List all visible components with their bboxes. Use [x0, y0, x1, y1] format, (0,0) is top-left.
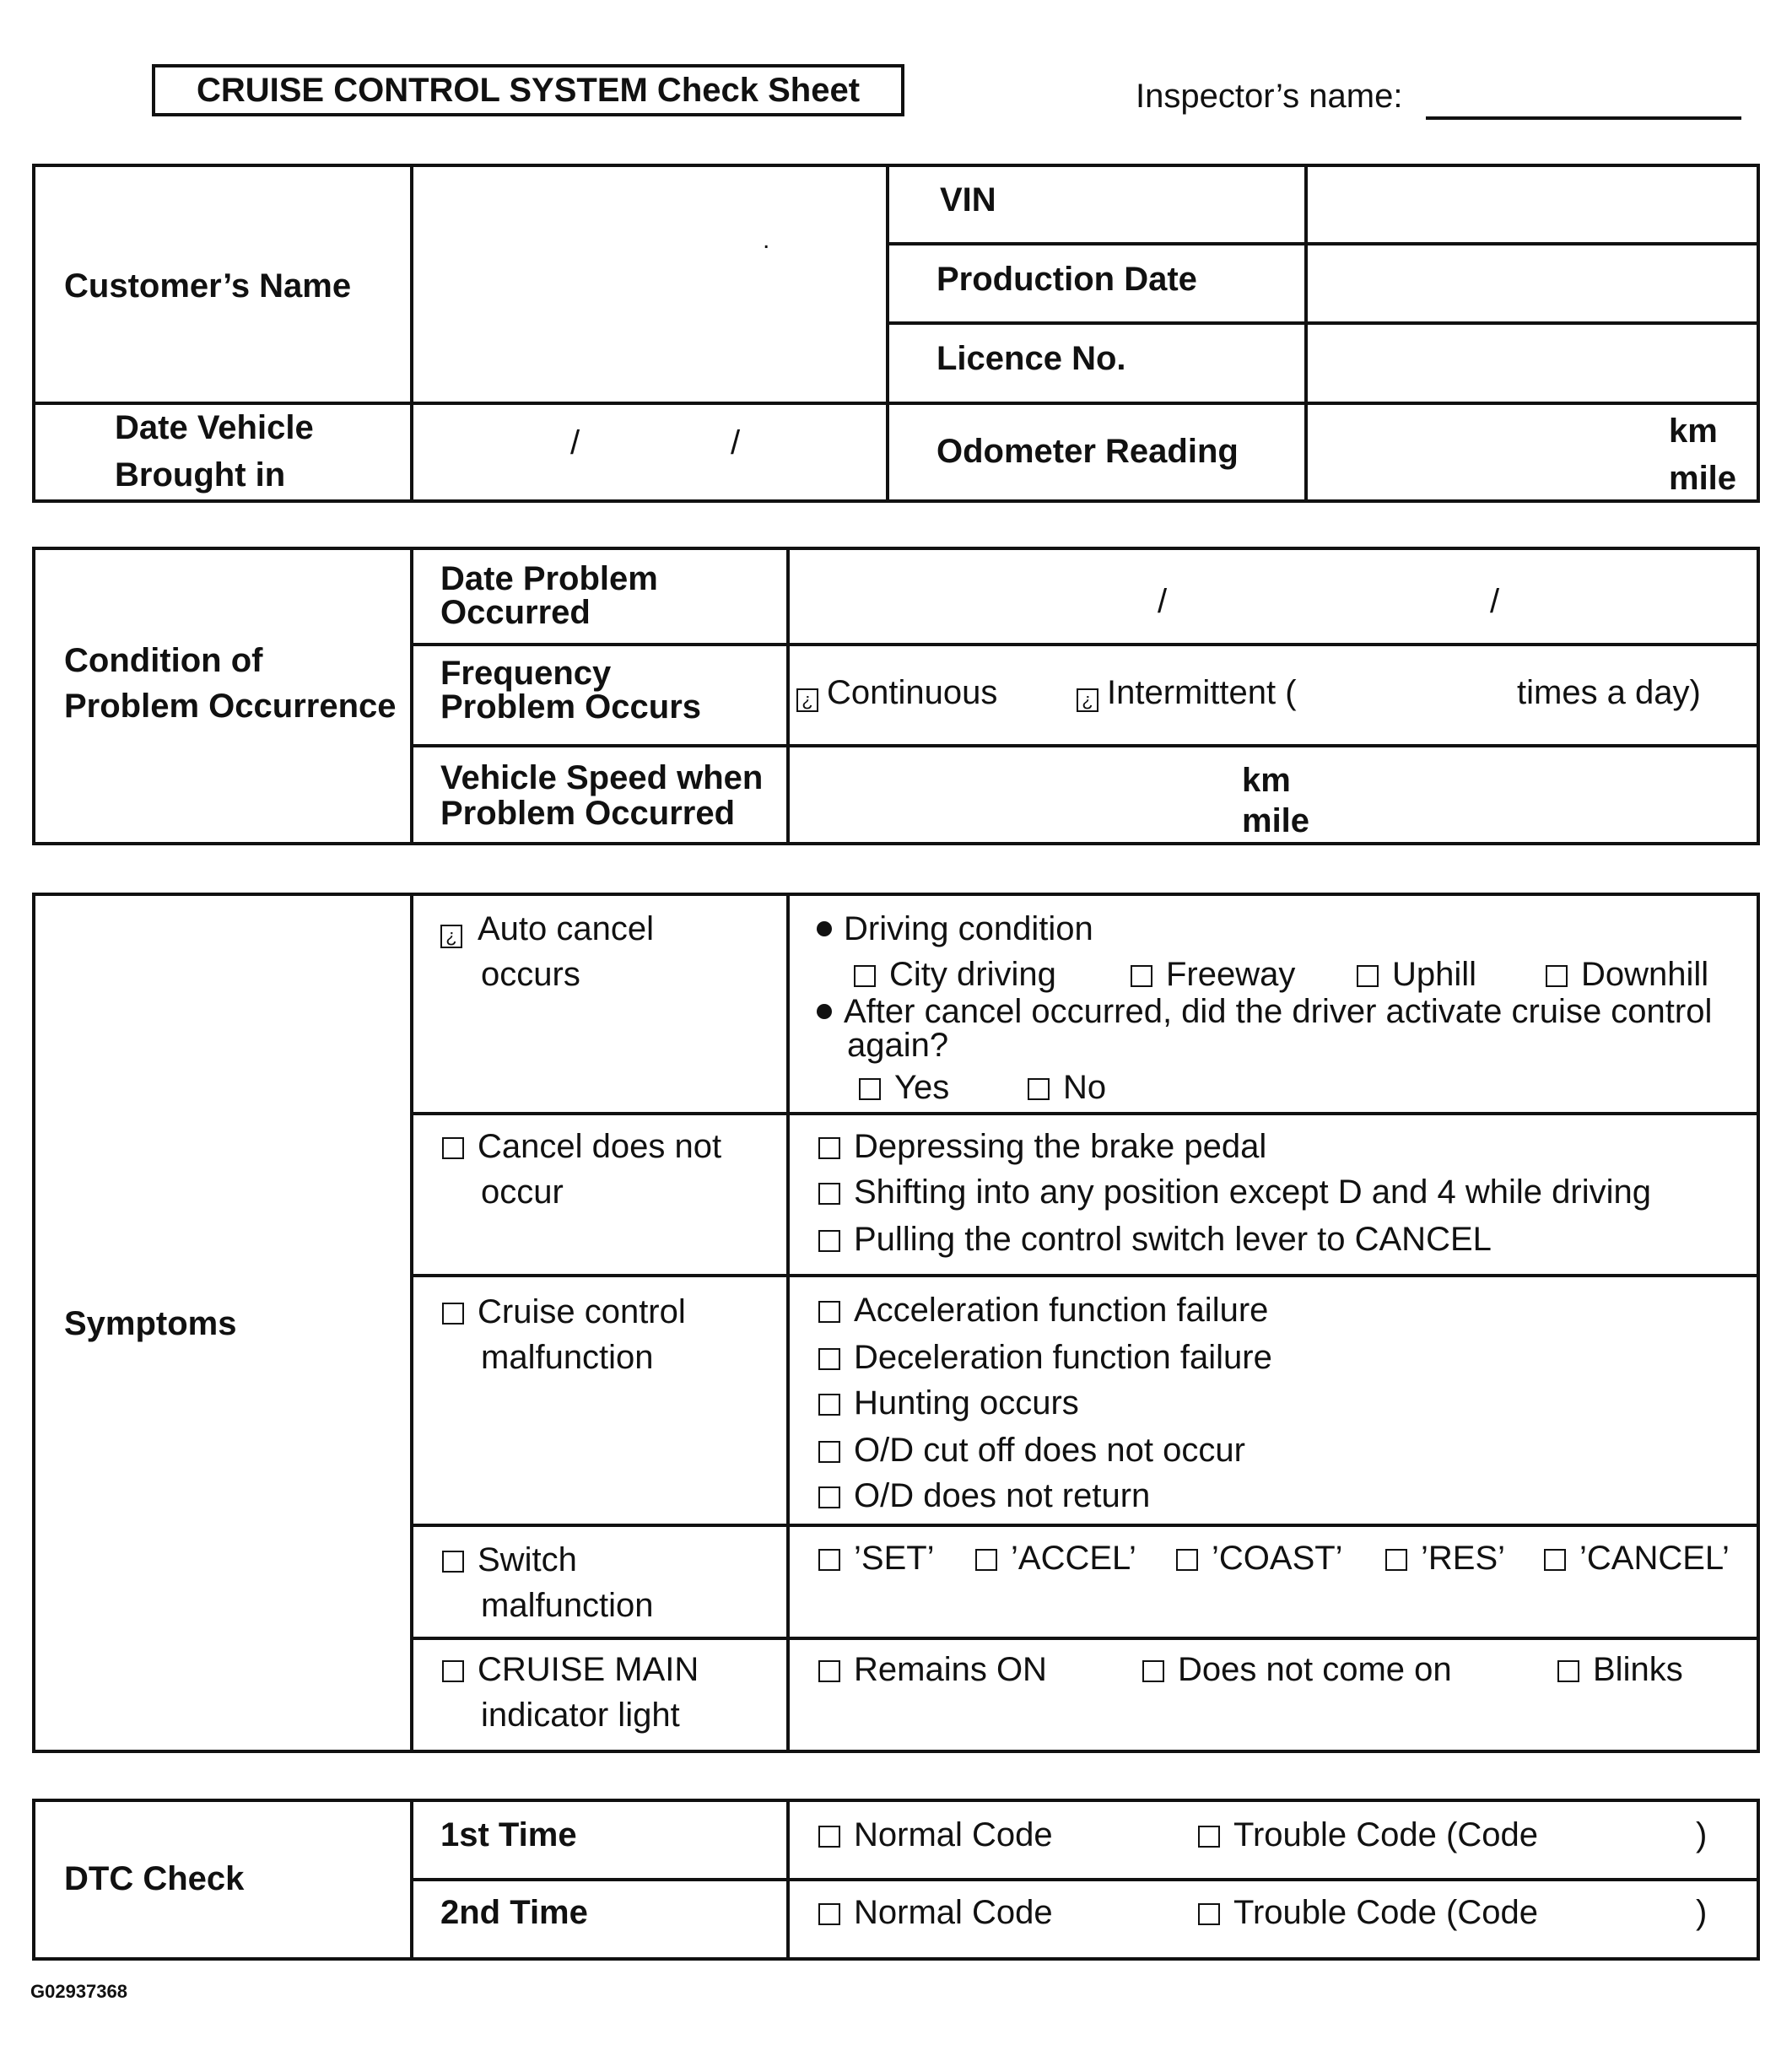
condition-label-2: Problem Occurrence: [64, 688, 397, 725]
problem-date-slash-2: /: [1490, 583, 1500, 620]
driving-condition-label: Driving condition: [844, 910, 1093, 947]
cancel-not-occur-label-1: Cancel does not: [478, 1128, 722, 1165]
second-normal-code-option[interactable]: [818, 1893, 1053, 1932]
acceleration-failure-label: Acceleration function failure: [854, 1292, 1269, 1329]
res-label: ’RES’: [1421, 1540, 1506, 1577]
odometer-unit-km: km: [1669, 413, 1718, 450]
customer-name-field[interactable]: [412, 167, 884, 400]
switch-malfunction-label-1: Switch: [478, 1541, 577, 1578]
intermittent-checkbox[interactable]: ¿: [1077, 688, 1098, 712]
reactivate-question-bullet: [817, 994, 1712, 1029]
dtc-check-label: DTC Check: [64, 1860, 245, 1897]
intermittent-option[interactable]: [1077, 673, 1297, 712]
continuous-label: Continuous: [827, 674, 998, 711]
od-return-checkbox[interactable]: [818, 1486, 840, 1508]
date-slash-2: /: [731, 424, 741, 461]
first-trouble-code-checkbox[interactable]: [1198, 1826, 1220, 1848]
deceleration-failure-label: Deceleration function failure: [854, 1339, 1272, 1376]
main-light-label-1: CRUISE MAIN: [478, 1651, 699, 1688]
cancel-switch-checkbox[interactable]: [1544, 1549, 1566, 1571]
uphill-checkbox[interactable]: [1357, 965, 1379, 987]
vin-label: VIN: [940, 181, 996, 219]
shifting-checkbox[interactable]: [818, 1183, 840, 1205]
acceleration-failure-option[interactable]: [818, 1291, 1268, 1330]
set-checkbox[interactable]: [818, 1549, 840, 1571]
blinks-label: Blinks: [1593, 1651, 1683, 1688]
figure-id: G02937368: [30, 1981, 127, 2002]
auto-cancel-label-2: occurs: [481, 956, 580, 993]
hunting-label: Hunting occurs: [854, 1384, 1079, 1422]
switch-malfunction-option[interactable]: [442, 1540, 577, 1579]
stray-mark: .: [763, 226, 770, 254]
bullet-icon: [817, 921, 832, 936]
cancel-lever-option[interactable]: [818, 1220, 1492, 1259]
city-driving-label: City driving: [889, 956, 1056, 993]
not-come-on-label: Does not come on: [1178, 1651, 1452, 1688]
set-label: ’SET’: [854, 1540, 935, 1577]
driving-condition-bullet: [817, 909, 1093, 948]
production-date-label: Production Date: [936, 261, 1197, 298]
speed-label-2: Problem Occurred: [440, 795, 736, 832]
no-checkbox[interactable]: [1028, 1078, 1050, 1100]
res-checkbox[interactable]: [1385, 1549, 1407, 1571]
continuous-option[interactable]: [796, 673, 997, 712]
speed-unit-mile: mile: [1242, 802, 1310, 839]
intermittent-label: Intermittent (: [1107, 674, 1297, 711]
vin-field[interactable]: [1308, 167, 1757, 242]
reactivate-question-2: again?: [847, 1027, 949, 1064]
switch-malfunction-label-2: malfunction: [481, 1587, 654, 1624]
deceleration-failure-checkbox[interactable]: [818, 1348, 840, 1370]
odometer-unit-mile: mile: [1669, 460, 1737, 497]
frequency-label-2: Problem Occurs: [440, 688, 702, 726]
auto-cancel-label-1: Auto cancel: [478, 910, 655, 947]
cancel-lever-checkbox[interactable]: [818, 1230, 840, 1252]
od-cutoff-label: O/D cut off does not occur: [854, 1432, 1245, 1469]
yes-option[interactable]: [859, 1068, 949, 1107]
brake-pedal-option[interactable]: [818, 1127, 1266, 1166]
cancel-switch-label: ’CANCEL’: [1579, 1540, 1730, 1577]
date-brought-label-1: Date Vehicle: [115, 409, 314, 446]
yes-label: Yes: [894, 1069, 950, 1106]
switch-malfunction-checkbox[interactable]: [442, 1551, 464, 1573]
second-normal-code-label: Normal Code: [854, 1894, 1053, 1931]
shifting-label: Shifting into any position except D and 4 while driving: [854, 1173, 1651, 1211]
speed-unit-km: km: [1242, 762, 1291, 799]
uphill-option[interactable]: [1357, 955, 1476, 994]
cancel-not-occur-checkbox[interactable]: [442, 1137, 464, 1159]
main-light-label-2: indicator light: [481, 1697, 680, 1734]
cruise-malfunction-label-1: Cruise control: [478, 1293, 686, 1330]
yes-checkbox[interactable]: [859, 1078, 881, 1100]
second-time-label: 2nd Time: [440, 1894, 588, 1931]
od-cutoff-checkbox[interactable]: [818, 1441, 840, 1463]
downhill-checkbox[interactable]: [1546, 965, 1568, 987]
inspector-label: Inspector’s name:: [1136, 78, 1403, 115]
brake-pedal-checkbox[interactable]: [818, 1137, 840, 1159]
condition-label-1: Condition of: [64, 642, 263, 679]
coast-option[interactable]: [1176, 1539, 1343, 1578]
continuous-checkbox[interactable]: ¿: [796, 688, 818, 712]
od-return-label: O/D does not return: [854, 1477, 1151, 1514]
cancel-switch-option[interactable]: [1544, 1539, 1730, 1578]
brake-pedal-label: Depressing the brake pedal: [854, 1128, 1267, 1165]
times-a-day-label: times a day): [1517, 674, 1701, 711]
cruise-malfunction-checkbox[interactable]: [442, 1303, 464, 1325]
deceleration-failure-option[interactable]: [818, 1338, 1272, 1377]
res-option[interactable]: [1385, 1539, 1505, 1578]
city-driving-option[interactable]: [854, 955, 1056, 994]
auto-cancel-option[interactable]: [440, 909, 654, 948]
downhill-label: Downhill: [1581, 956, 1709, 993]
accel-checkbox[interactable]: [975, 1549, 997, 1571]
first-normal-code-option[interactable]: [818, 1816, 1053, 1854]
bullet-icon: [817, 1004, 832, 1019]
first-time-label: 1st Time: [440, 1816, 577, 1853]
frequency-label-1: Frequency: [440, 655, 612, 692]
second-normal-code-checkbox[interactable]: [818, 1903, 840, 1925]
remains-on-option[interactable]: [818, 1650, 1047, 1689]
problem-date-slash-1: /: [1158, 583, 1168, 620]
date-problem-label-2: Occurred: [440, 594, 591, 631]
sheet-title: CRUISE CONTROL SYSTEM Check Sheet: [152, 64, 904, 116]
licence-field[interactable]: [1308, 325, 1757, 402]
remains-on-checkbox[interactable]: [818, 1660, 840, 1682]
first-normal-code-label: Normal Code: [854, 1816, 1053, 1853]
first-trouble-code-option[interactable]: [1198, 1816, 1538, 1854]
not-come-on-option[interactable]: [1142, 1650, 1452, 1689]
cancel-not-occur-option[interactable]: [442, 1127, 721, 1166]
not-come-on-checkbox[interactable]: [1142, 1660, 1164, 1682]
main-light-checkbox[interactable]: [442, 1660, 464, 1682]
customer-name-label: Customer’s Name: [64, 267, 352, 305]
shifting-option[interactable]: [818, 1173, 1651, 1211]
auto-cancel-checkbox[interactable]: ¿: [440, 925, 462, 948]
production-date-field[interactable]: [1308, 245, 1757, 321]
first-code-close-paren: ): [1696, 1816, 1708, 1853]
symptoms-label: Symptoms: [64, 1305, 237, 1342]
cruise-malfunction-option[interactable]: [442, 1292, 686, 1331]
second-trouble-code-option[interactable]: [1198, 1893, 1538, 1932]
no-option[interactable]: [1028, 1068, 1106, 1107]
cruise-malfunction-label-2: malfunction: [481, 1339, 654, 1376]
second-trouble-code-label: Trouble Code (Code: [1233, 1894, 1538, 1931]
od-cutoff-option[interactable]: [818, 1431, 1245, 1470]
coast-label: ’COAST’: [1212, 1540, 1343, 1577]
downhill-option[interactable]: [1546, 955, 1708, 994]
acceleration-failure-checkbox[interactable]: [818, 1301, 840, 1323]
accel-option[interactable]: [975, 1539, 1136, 1578]
licence-label: Licence No.: [936, 340, 1126, 377]
freeway-label: Freeway: [1166, 956, 1296, 993]
blinks-checkbox[interactable]: [1557, 1660, 1579, 1682]
uphill-label: Uphill: [1392, 956, 1477, 993]
accel-label: ’ACCEL’: [1011, 1540, 1136, 1577]
first-trouble-code-label: Trouble Code (Code: [1233, 1816, 1538, 1853]
date-slash-1: /: [570, 424, 580, 461]
hunting-checkbox[interactable]: [818, 1394, 840, 1416]
second-code-close-paren: ): [1696, 1894, 1708, 1931]
set-option[interactable]: [818, 1539, 935, 1578]
freeway-checkbox[interactable]: [1131, 965, 1152, 987]
inspector-name-field[interactable]: [1426, 116, 1741, 120]
main-light-option[interactable]: [442, 1650, 699, 1689]
remains-on-label: Remains ON: [854, 1651, 1047, 1688]
blinks-option[interactable]: [1557, 1650, 1683, 1689]
coast-checkbox[interactable]: [1176, 1549, 1198, 1571]
hunting-option[interactable]: [818, 1384, 1079, 1422]
second-trouble-code-checkbox[interactable]: [1198, 1903, 1220, 1925]
city-driving-checkbox[interactable]: [854, 965, 876, 987]
date-brought-label-2: Brought in: [115, 456, 286, 494]
reactivate-question-1: After cancel occurred, did the driver activate cruise control: [844, 993, 1713, 1030]
speed-label-1: Vehicle Speed when: [440, 759, 764, 796]
date-problem-label-1: Date Problem: [440, 560, 658, 597]
cancel-lever-label: Pulling the control switch lever to CANCEL: [854, 1221, 1492, 1258]
odometer-label: Odometer Reading: [936, 433, 1239, 470]
cancel-not-occur-label-2: occur: [481, 1173, 564, 1211]
no-label: No: [1063, 1069, 1107, 1106]
od-return-option[interactable]: [818, 1476, 1150, 1515]
freeway-option[interactable]: [1131, 955, 1295, 994]
first-normal-code-checkbox[interactable]: [818, 1826, 840, 1848]
